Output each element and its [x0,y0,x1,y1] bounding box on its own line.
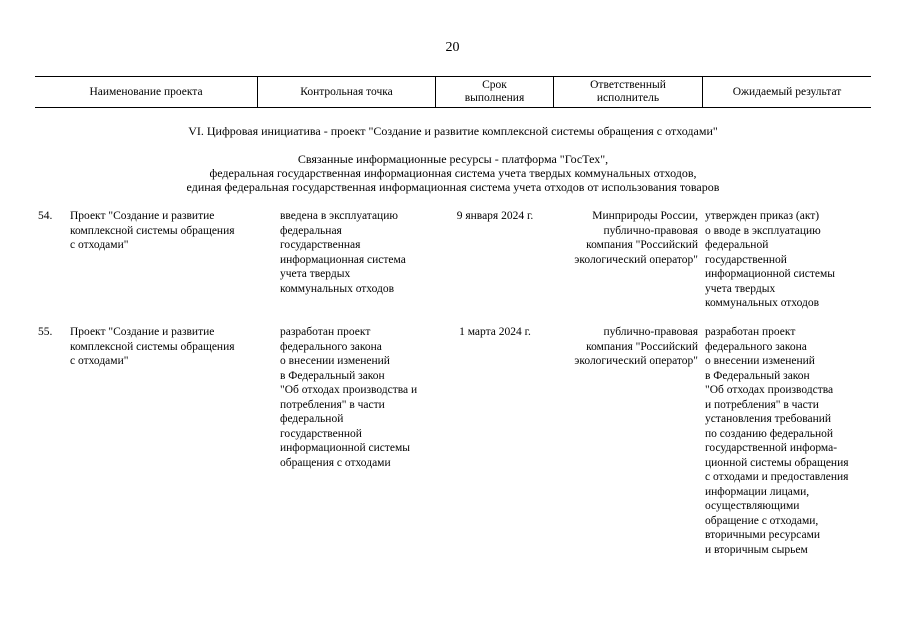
row-responsible: Минприроды России, публично-правовая компания "Российский экологический оператор" [574,210,698,266]
row-expected-result: разработан проект федерального закона о внесении изменений в Федеральный закон "Об отходах производства и потребления" в части установления требований по созданию федеральной государственной информа- ционной системы обращения с отходами и предоставления информации лицами, осуществляющими обращение с отходами, вторичными ресурсами и вторичным сырьем [705,326,849,556]
row-checkpoint: введена в эксплуатацию федеральная государственная информационная система учета твердых коммунальных отходов [280,210,406,295]
resources-line: Связанные информационные ресурсы - платформа "ГосТех", [297,152,609,166]
row-expected-result: утвержден приказ (акт) о вводе в эксплуатацию федеральной государственной информационной системы учета твердых коммунальных отходов [705,210,836,309]
header-expected-result: Ожидаемый результат [732,85,842,98]
header-project-name: Наименование проекта [89,85,203,98]
header-responsible: Ответственный исполнитель [590,79,666,104]
section-title: VI. Цифровая инициатива - проект "Создание и развитие комплексной системы обращения с отходами" [188,124,718,138]
page-number: 20 [445,40,460,55]
related-resources [35,152,871,194]
row-deadline: 9 января 2024 г. [456,210,534,222]
header-deadline: Срок выполнения [464,79,525,104]
row-number: 55. [38,326,53,338]
row-number: 54. [38,210,53,222]
row-checkpoint: разработан проект федерального закона о внесении изменений в Федеральный закон "Об отходах производства и потребления" в части федеральной государственной информационной системы обращения с отходами [280,326,418,469]
header-checkpoint: Контрольная точка [300,85,393,98]
resources-line: федеральная государственная информационная система учета твердых коммунальных отходов, [209,166,697,180]
row-project-name: Проект "Создание и развитие комплексной системы обращения с отходами" [70,210,235,251]
resources-line: единая федеральная государственная информационная система учета отходов от использования товаров [186,180,720,194]
row-project-name: Проект "Создание и развитие комплексной системы обращения с отходами" [70,326,235,367]
table-header-bottom-rule [35,107,871,108]
row-deadline: 1 марта 2024 г. [459,326,531,338]
row-responsible: публично-правовая компания "Российский экологический оператор" [574,326,698,367]
